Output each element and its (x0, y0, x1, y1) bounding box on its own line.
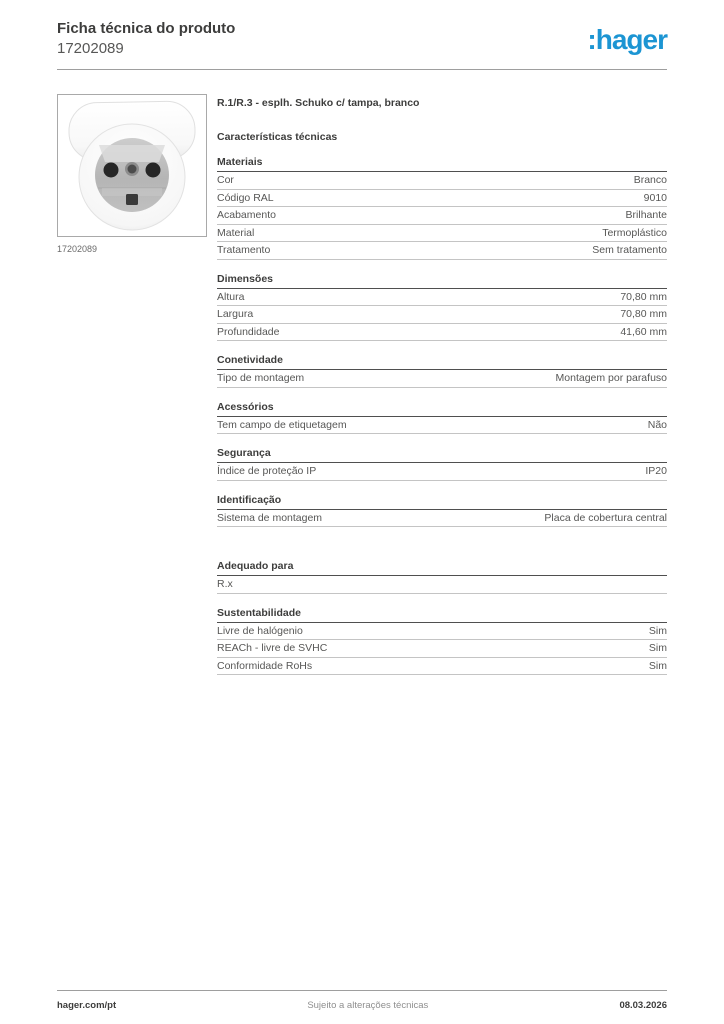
spec-section (217, 273, 667, 342)
table-row (217, 207, 667, 225)
spec-value: Placa de cobertura central (544, 511, 667, 524)
table-row (217, 463, 667, 481)
spec-label: Material (217, 226, 255, 239)
table-row (217, 172, 667, 190)
spec-label: Livre de halógenio (217, 624, 303, 637)
footer-date: 08.03.2026 (619, 1000, 667, 1011)
spec-value: 70,80 mm (620, 290, 667, 303)
spec-sections (217, 156, 667, 675)
spec-section (217, 494, 667, 528)
spec-column (217, 94, 667, 675)
table-row (217, 324, 667, 342)
spec-value: Sim (648, 642, 667, 654)
section-title: Segurança (217, 447, 667, 463)
spec-value: Sim (648, 624, 667, 637)
spec-value: Sim (648, 659, 667, 672)
table-row (217, 370, 667, 388)
spec-section (217, 560, 667, 594)
header-title-block (57, 20, 235, 57)
table-row (217, 289, 667, 307)
section-title: Sustentabilidade (217, 607, 667, 623)
spec-value: Branco (633, 174, 667, 186)
spec-label: Largura (217, 308, 254, 320)
product-number: 17202089 (57, 40, 124, 57)
spec-section (217, 447, 667, 481)
footer-disclaimer: Sujeito a alterações técnicas (307, 1000, 429, 1011)
spec-label: Código RAL (217, 191, 274, 204)
table-row (217, 242, 667, 260)
spec-label: Acabamento (217, 209, 276, 221)
product-title: R.1/R.3 - esplh. Schuko c/ tampa, branco (217, 97, 420, 109)
spec-label: Profundidade (217, 325, 280, 338)
spec-label: Altura (217, 290, 245, 303)
spec-label: Cor (217, 174, 234, 186)
spec-value: Não (647, 418, 667, 431)
spec-label: Tratamento (217, 244, 271, 256)
spec-value: 9010 (643, 191, 667, 204)
page-header (0, 0, 724, 57)
spec-label: Tipo de montagem (217, 372, 305, 384)
product-image-caption: 17202089 (57, 244, 98, 254)
spec-section (217, 156, 667, 260)
table-row (217, 658, 667, 676)
table-row (217, 510, 667, 528)
section-title: Materiais (217, 156, 667, 172)
section-title: Adequado para (217, 560, 667, 576)
product-image (57, 94, 207, 237)
table-row (217, 576, 667, 594)
section-title: Conetividade (217, 354, 667, 370)
section-rows (217, 417, 667, 435)
spec-value: 70,80 mm (620, 308, 667, 320)
table-row (217, 190, 667, 208)
footer-divider (57, 990, 667, 991)
spec-label: Tem campo de etiquetagem (217, 418, 347, 431)
spec-label: Índice de proteção IP (217, 465, 317, 477)
section-title: Acessórios (217, 401, 667, 417)
footer-row (57, 1000, 667, 1011)
spec-value: IP20 (645, 465, 667, 477)
section-rows (217, 510, 667, 528)
table-row (217, 306, 667, 324)
spec-value: Montagem por parafuso (555, 372, 667, 384)
schuko-socket-illustration (58, 95, 206, 236)
spec-value: Brilhante (625, 209, 667, 221)
product-image-column (57, 94, 207, 675)
spec-section (217, 354, 667, 388)
tech-characteristics-heading: Características técnicas (217, 131, 338, 143)
table-row (217, 640, 667, 658)
footer-website: hager.com/pt (57, 1000, 117, 1011)
section-rows (217, 576, 667, 594)
spec-value: Termoplástico (602, 226, 667, 239)
spec-value: 41,60 mm (620, 325, 667, 338)
page-footer (57, 990, 667, 1011)
hager-logo: :hager (587, 24, 667, 55)
main-content (0, 70, 724, 675)
section-rows (217, 289, 667, 342)
spec-label: Conformidade RoHs (217, 659, 313, 672)
spec-value: Sem tratamento (592, 244, 667, 256)
spec-label: Sistema de montagem (217, 511, 323, 524)
table-row (217, 417, 667, 435)
section-rows (217, 172, 667, 260)
page-title: Ficha técnica do produto (57, 20, 236, 37)
spec-label: R.x (217, 578, 233, 590)
table-row (217, 225, 667, 243)
section-title: Identificação (217, 494, 667, 510)
spec-label: REACh - livre de SVHC (217, 642, 328, 654)
section-rows (217, 623, 667, 676)
section-title: Dimensões (217, 273, 667, 289)
section-rows (217, 463, 667, 481)
section-rows (217, 370, 667, 388)
table-row (217, 623, 667, 641)
spec-section (217, 401, 667, 435)
spec-section (217, 607, 667, 676)
